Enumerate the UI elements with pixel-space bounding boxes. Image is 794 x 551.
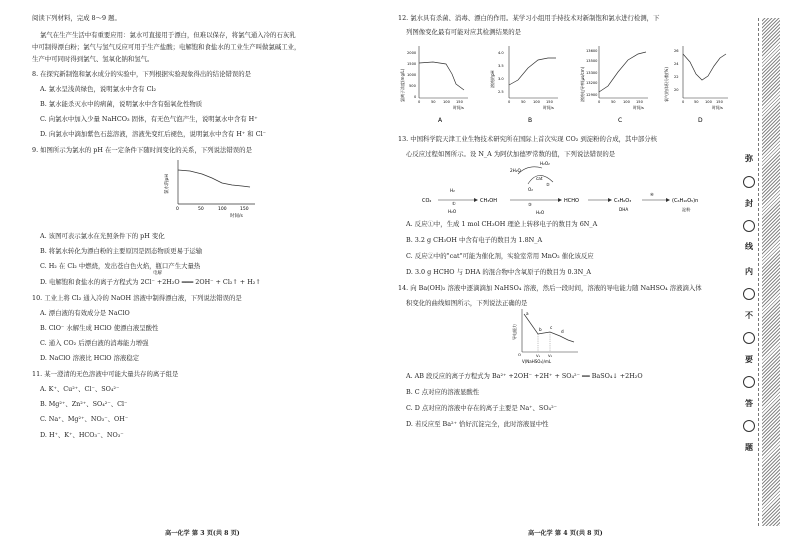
seal-hatched-stripe: [762, 18, 780, 526]
seal-char: 要: [742, 354, 756, 364]
scheme-hcho: HCHO: [564, 198, 579, 204]
q14-xlabel: V(NaHSO₄)/mL: [522, 359, 552, 364]
q12-d-xtick: 0: [682, 100, 685, 104]
scheme-ch3oh: CH₃OH: [480, 198, 497, 204]
q12-c-ytick: 13600: [586, 49, 598, 53]
q8-option-a: A. 氯水呈浅黄绿色，说明氯水中含有 Cl₂: [40, 85, 157, 93]
footer-page-4: 高一化学 第 4 页(共 8 页): [528, 530, 603, 537]
q14-option-b: B. C 点对应的溶液显酸性: [406, 388, 480, 396]
q11-option-d: D. H⁺、K⁺、HCO₃⁻、NO₃⁻: [40, 431, 124, 439]
seal-dashed-line: [758, 18, 759, 526]
q14-stem-1: 14. 向 Ba(OH)₂ 溶液中逐滴滴加 NaHSO₄ 溶液，然后一段时间，溶液的导电能力随 NaHSO₄ 溶液滴入体: [398, 284, 702, 292]
scheme-starch-formula: (C₆H₁₀O₅)n: [672, 198, 699, 204]
q12-c-xtick: 100: [623, 100, 630, 104]
q12-a-ytick: 500: [409, 84, 416, 88]
q12-a-ytick: 1500: [407, 62, 417, 66]
q11-option-c: C. Na⁺、Mg²⁺、NO₃⁻、OH⁻: [40, 415, 129, 423]
scheme-o2: O₂: [528, 187, 533, 192]
scheme-co2: CO₂: [422, 198, 432, 204]
q12-graph-b: [489, 46, 558, 124]
q12-d-xtick: 100: [705, 100, 712, 104]
q12-d-ytick: 26: [674, 49, 679, 53]
q9-tick-150: 150: [240, 207, 249, 212]
q8-option-b: B. 氯水能杀灭水中的病菌，说明氯水中含有强氧化性物质: [40, 100, 203, 108]
q12-b-ytick: 2.5: [498, 90, 504, 94]
scheme-h2o-b: H₂O: [536, 210, 545, 215]
q12-d-ytick: 22: [674, 75, 679, 79]
q14-conductivity-graph: [508, 306, 598, 366]
scheme-step-2: ②: [546, 182, 550, 187]
q12-d-curve: [683, 54, 726, 80]
footer-page-3: 高一化学 第 3 页(共 8 页): [165, 530, 240, 537]
q12-a-xtick: 100: [443, 100, 450, 104]
q12-b-xtick: 50: [521, 100, 526, 104]
q9-option-a: A. 该图可表示氯水在光照条件下的 pH 变化: [40, 232, 165, 240]
q13-option-b: B. 3.2 g CH₃OH 中含有电子的数目为 1.8N_A: [406, 236, 543, 244]
q12-a-xtick: 150: [456, 100, 463, 104]
q12-d-ytick: 20: [674, 88, 679, 92]
q10-option-d: D. NaClO 溶液比 HClO 溶液稳定: [40, 354, 140, 362]
q13-option-c: C. 反应②中的"cat"可能为催化剂，实验室常用 MnO₂ 催化该反应: [406, 252, 594, 260]
scheme-h2: H₂: [450, 188, 455, 193]
q12-b-xlabel: 时间/s: [543, 105, 554, 110]
q11-option-b: B. Mg²⁺、Zn²⁺、SO₄²⁻、Cl⁻: [40, 400, 128, 408]
q14-v2: V₂: [548, 353, 553, 358]
q12-c-curve: [599, 52, 646, 92]
seal-circle-icon: [743, 376, 755, 388]
q11-option-a: A. K⁺、Cu²⁺、Cl⁻、SO₄²⁻: [40, 385, 120, 393]
q12-c-xlabel: 时间/s: [633, 105, 644, 110]
material-line-1: 氯气在生产生活中有重要应用：氯水可直接用于漂白，但难以保存，将氯气通入冷的石灰乳: [40, 31, 296, 39]
q9-graph-ylabel: 氯水的pH: [165, 174, 170, 194]
q12-b-ytick: 3.0: [498, 77, 504, 81]
seal-line: [736, 18, 784, 526]
q12-graph-c-label: C: [618, 117, 623, 124]
q12-d-ylabel: 氧气的体积分数(%): [664, 67, 669, 102]
scheme-dha: DHA: [619, 207, 629, 212]
q12-c-ytick: 13200: [586, 81, 598, 85]
q14-option-d: D. 若反应至 Ba²⁺ 恰好沉淀完全，此时溶液显中性: [406, 420, 549, 428]
q12-graph-d-label: D: [698, 117, 703, 124]
q9-ph-graph: [160, 156, 270, 218]
q13-option-a: A. 反应①中，生成 1 mol CH₃OH 理论上转移电子的数目为 6N_A: [406, 220, 598, 228]
q8-stem: 8. 在探究新制饱和氯水成分的实验中，下列根据实验现象得出的结论错误的是: [32, 70, 252, 78]
q12-a-ytick: 1000: [407, 73, 417, 77]
q8-option-c: C. 向氯水中加入少量 NaHCO₃ 固体，有无色气泡产生，说明氯水中含有 H⁺: [40, 115, 258, 123]
q13-stem-2: 心反应过程如图所示。设 N_A 为阿伏加德罗常数的值，下列说法错误的是: [406, 150, 616, 158]
scheme-step-4: ④: [650, 192, 654, 197]
q10-stem: 10. 工业上将 Cl₂ 通入冷的 NaOH 溶液中制得漂白液，下列说法错误的是: [32, 294, 242, 302]
q12-b-ylabel: 溶液的pH: [490, 70, 495, 88]
scheme-step-1: ①: [452, 201, 456, 206]
q8-option-d: D. 向氯水中滴加紫色石蕊溶液，溶液先变红后褪色，说明氯水中含有 H⁺ 和 Cl⁻: [40, 130, 267, 138]
q12-c-ylabel: 溶液电导率(μs/cm): [580, 66, 585, 102]
seal-char: 封: [742, 198, 756, 208]
seal-char: 内: [742, 266, 756, 276]
q12-c-xtick: 0: [598, 100, 601, 104]
q9-option-b: B. 将氯水转化为漂白粉的主要原因是固态物质更易于运输: [40, 247, 203, 255]
seal-char: 题: [742, 442, 756, 452]
q12-graph-b-label: B: [528, 117, 533, 124]
scheme-starch: 淀粉: [682, 207, 691, 212]
q12-b-curve: [509, 58, 556, 85]
q12-graph-a-label: A: [438, 117, 443, 124]
material-line-2: 中可制得漂白粉；氯气与氢气反应可用于生产盐酸；电解饱和食盐水的工业生产叫做氯碱工业，: [32, 43, 301, 51]
q10-option-c: C. 通入 CO₂ 后漂白液的消毒能力增强: [40, 339, 149, 347]
seal-circle-icon: [743, 288, 755, 300]
q10-option-b: B. ClO⁻ 水解生成 HClO 使漂白液呈酸性: [40, 324, 159, 332]
q14-point-d: d: [561, 329, 564, 334]
q14-option-c: C. D 点对应的溶液中存在的离子主要是 Na⁺、SO₄²⁻: [406, 404, 558, 412]
q14-point-b: b: [539, 327, 542, 332]
reading-intro: 阅读下列材料，完成 8～9 题。: [32, 14, 121, 22]
q9-electrolysis-mark: 电解: [153, 271, 162, 276]
q14-v1: V₁: [536, 353, 541, 358]
q13-option-d: D. 3.0 g HCHO 与 DHA 的混合物中含氧原子的数目为 0.3N_A: [406, 268, 592, 276]
seal-char: 不: [742, 310, 756, 320]
scheme-h2o-a: H₂O: [448, 209, 457, 214]
q12-b-xtick: 100: [533, 100, 540, 104]
q9-option-d: D. 电解饱和食盐水的离子方程式为 2Cl⁻ +2H₂O ═══ 2OH⁻ + Cl₂↑ + H₂↑: [40, 278, 261, 286]
q12-a-xtick: 50: [431, 100, 436, 104]
q12-c-xtick: 50: [611, 100, 616, 104]
q10-option-a: A. 漂白液的有效成分是 NaClO: [40, 309, 130, 317]
q12-b-ytick: 3.5: [498, 64, 504, 68]
q12-b-xtick: 150: [546, 100, 553, 104]
seal-circle-icon: [743, 420, 755, 432]
q12-b-xtick: 0: [508, 100, 511, 104]
q12-graph-c: [579, 46, 648, 124]
q12-graphs: [398, 40, 733, 132]
scheme-2h2o: 2H₂O: [510, 168, 521, 173]
material-line-3: 生产中可同时得到氯气、氢氧化钠和氢气。: [32, 55, 154, 63]
q14-stem-2: 积变化的曲线如图所示，下列说法正确的是: [406, 299, 528, 307]
q9-tick-50: 50: [198, 207, 204, 212]
q14-point-c: c: [550, 325, 553, 330]
q12-a-curve: [419, 62, 464, 90]
scheme-c3h6o3: C₃H₆O₃: [614, 198, 632, 204]
seal-circle-icon: [743, 220, 755, 232]
q9-tick-100: 100: [218, 207, 227, 212]
q12-d-ytick: 24: [674, 62, 679, 66]
q11-stem: 11. 某一澄清的无色溶液中可能大量共存的离子组是: [32, 370, 179, 378]
q12-a-ylabel: 氯离子浓度(mg/L): [400, 68, 405, 102]
seal-char: 线: [742, 241, 756, 251]
q14-option-a: A. AB 段反应的离子方程式为 Ba²⁺ +2OH⁻ +2H⁺ + SO₄²⁻ ══ BaSO₄↓ +2H₂O: [406, 372, 643, 380]
q12-a-xtick: 0: [418, 100, 421, 104]
q12-graph-d: [663, 46, 728, 124]
q13-reaction-scheme: [418, 158, 718, 218]
q13-stem-1: 13. 中国科学院天津工业生物技术研究所在国际上首次实现 CO₂ 到淀粉的合成，其中部分核: [398, 135, 658, 143]
seal-char: 弥: [742, 153, 756, 163]
scheme-cat: cat: [536, 176, 543, 181]
q12-graph-a: [399, 46, 468, 124]
q12-c-ytick: 12900: [586, 93, 598, 97]
q14-origin: O: [518, 352, 521, 357]
q12-d-xtick: 50: [694, 100, 699, 104]
seal-circle-icon: [743, 176, 755, 188]
q12-a-ytick: 2000: [407, 51, 417, 55]
q12-d-xlabel: 时间/s: [712, 105, 723, 110]
seal-char: 答: [742, 398, 756, 408]
q12-c-ytick: 13300: [586, 71, 598, 75]
q9-tick-0: 0: [176, 207, 179, 212]
q9-ph-curve: [178, 170, 250, 187]
q14-ylabel: 导电能力: [512, 324, 517, 340]
q14-point-a: a: [526, 311, 529, 316]
seal-circle-icon: [743, 332, 755, 344]
q12-d-xtick: 150: [716, 100, 723, 104]
q9-stem: 9. 如图所示为氯水的 pH 在一定条件下随时间变化的关系，下列说法错误的是: [32, 146, 252, 154]
q12-c-xtick: 150: [636, 100, 643, 104]
q9-graph-xlabel: 时间/s: [230, 214, 243, 218]
q12-stem-2: 列图像变化最有可能对应其检测结果的是: [406, 28, 522, 36]
q12-a-xlabel: 时间/s: [453, 105, 464, 110]
q12-c-ytick: 13500: [586, 59, 598, 63]
q12-b-ytick: 4.0: [498, 51, 504, 55]
q9-option-c: C. H₂ 在 Cl₂ 中燃烧，发出苍白色火焰，瓶口产生大量热: [40, 262, 201, 270]
scheme-h2o2: H₂O₂: [540, 161, 550, 166]
q14-curve: [524, 314, 574, 342]
q12-a-ytick: 0: [414, 95, 417, 99]
scheme-step-3: ③: [528, 202, 532, 207]
q12-stem-1: 12. 氯水具有杀菌、消毒、漂白的作用。某学习小组用手持技术对新制饱和氯水进行检测，下: [398, 14, 660, 22]
